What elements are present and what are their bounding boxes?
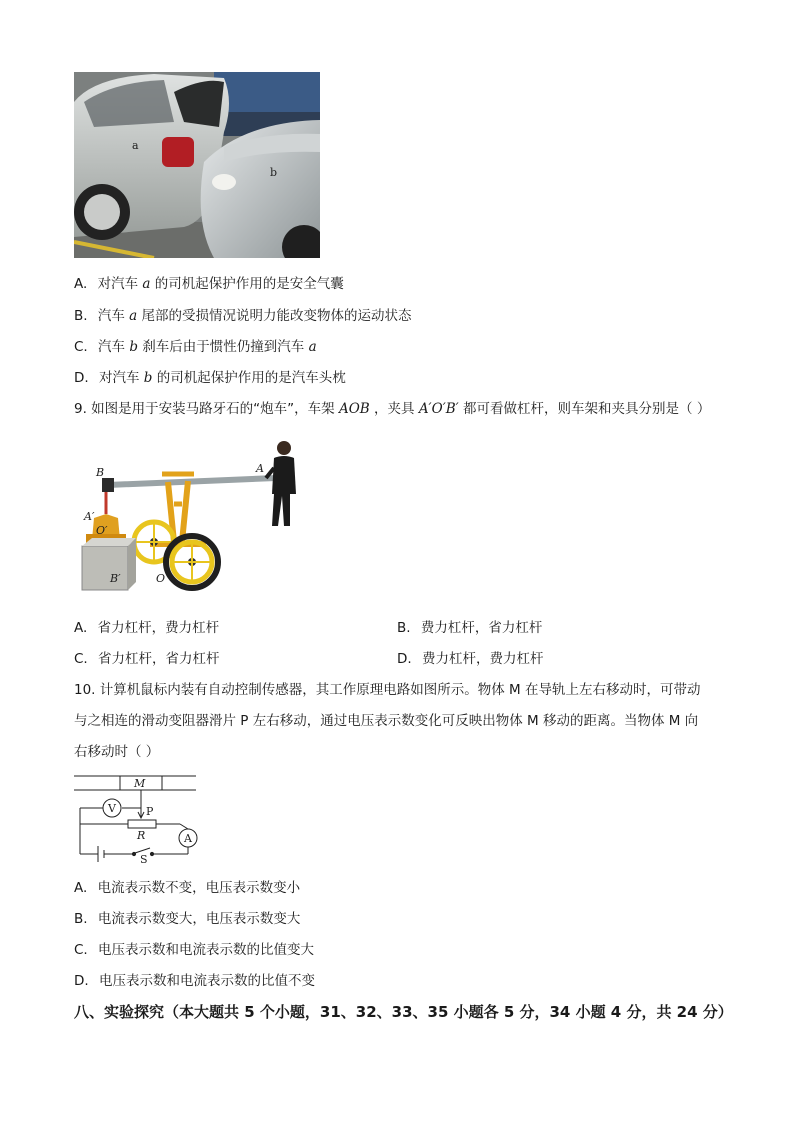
q9-option-a[interactable]: [74, 618, 219, 638]
option-text-pre: 对汽车: [98, 370, 140, 386]
q9-option-d[interactable]: [397, 649, 543, 669]
q10-option-b[interactable]: [74, 909, 300, 929]
fig-label-O1: O′: [96, 524, 108, 537]
photo-label-a: a: [132, 139, 139, 152]
q10-stem-line-2: 与之相连的滑动变阻器滑片 P 左右移动，通过电压表示数变化可反映出物体 M 移动的距离。当物体 M 向: [74, 713, 699, 729]
option-key: C.: [74, 651, 88, 667]
fig-label-O: O: [156, 572, 166, 585]
q9-stem-var2: A′O′B′: [418, 401, 459, 417]
circuit-diagram: [74, 772, 200, 864]
car-collision-illustration: [74, 72, 320, 258]
option-text-post: 的司机起保护作用的是安全气囊: [154, 276, 344, 292]
q10-option-d[interactable]: [74, 971, 315, 991]
curb-cart-figure: [76, 434, 310, 600]
photo-label-b: b: [270, 166, 278, 179]
option-key: A.: [74, 880, 88, 896]
q9-stem-mid: ，夹具: [374, 401, 415, 417]
option-key: D.: [74, 370, 89, 386]
q8-option-b[interactable]: [74, 306, 412, 326]
option-text-pre: 对汽车: [97, 276, 139, 292]
option-text: 费力杠杆，费力杠杆: [421, 651, 544, 667]
option-key: C.: [74, 339, 88, 355]
q9-stem-var1: AOB: [338, 401, 370, 417]
option-var: a: [129, 308, 138, 324]
q8-option-d[interactable]: [74, 368, 346, 388]
option-key: D.: [397, 651, 412, 667]
option-key: A.: [74, 620, 88, 636]
option-var-2: a: [308, 339, 317, 355]
option-var: b: [143, 370, 153, 386]
option-text: 省力杠杆，省力杠杆: [98, 651, 220, 667]
option-text: 省力杠杆，费力杠杆: [97, 620, 220, 636]
section-heading: 八、实验探究（本大题共 5 个小题，31、32、33、35 小题各 5 分，34 小题 4 分，共 24 分）: [74, 1003, 733, 1021]
q9-stem-pre: 9. 如图是用于安装马路牙石的“炮车”，车架: [74, 401, 335, 417]
option-text: 费力杠杆，省力杠杆: [420, 620, 543, 636]
option-key: C.: [74, 942, 88, 958]
q10-stem-line-1: 10. 计算机鼠标内装有自动控制传感器，其工作原理电路如图所示。物体 M 在导轨上左右移动时，可带动: [74, 682, 701, 698]
q8-option-a[interactable]: [74, 274, 344, 294]
circuit-label-M: M: [134, 777, 146, 790]
option-text-post: 尾部的受损情况说明力能改变物体的运动状态: [141, 308, 412, 324]
option-var: a: [142, 276, 151, 292]
option-key: B.: [74, 911, 88, 927]
option-text-pre: 汽车: [97, 308, 125, 324]
option-text-post: 的司机起保护作用的是汽车头枕: [156, 370, 346, 386]
option-text: 电流表示数变大，电压表示数变大: [97, 911, 301, 927]
option-key: B.: [397, 620, 411, 636]
circuit-illustration: [74, 772, 200, 864]
option-key: B.: [74, 308, 88, 324]
q9-stem: [74, 399, 710, 419]
option-text: 电压表示数和电流表示数的比值不变: [98, 973, 315, 989]
q9-stem-post: 都可看做杠杆，则车架和夹具分别是（ ）: [463, 401, 711, 417]
car-collision-photo: [74, 72, 320, 258]
fig-label-A: A: [256, 462, 264, 475]
circuit-label-R: R: [137, 829, 146, 842]
q10-option-a[interactable]: [74, 878, 300, 898]
q10-stem-line-3: 右移动时（ ）: [74, 744, 160, 760]
fig-label-A1: A′: [84, 510, 95, 523]
option-key: A.: [74, 276, 88, 292]
circuit-label-S: S: [140, 853, 148, 864]
circuit-label-P: P: [146, 805, 154, 818]
option-key: D.: [74, 973, 89, 989]
q9-option-c[interactable]: [74, 649, 220, 669]
option-text: 电流表示数不变，电压表示数变小: [97, 880, 301, 896]
circuit-label-A: A: [184, 832, 192, 845]
q9-option-b[interactable]: [397, 618, 542, 638]
option-var: b: [129, 339, 138, 355]
fig-label-B1: B′: [110, 572, 121, 585]
option-text: 电压表示数和电流表示数的比值变大: [98, 942, 315, 958]
circuit-label-V: V: [108, 802, 116, 815]
fig-label-B: B: [96, 466, 105, 479]
option-text-post: 刹车后由于惯性仍撞到汽车: [142, 339, 305, 355]
q8-option-c[interactable]: [74, 337, 317, 357]
q10-option-c[interactable]: [74, 940, 314, 960]
option-text-pre: 汽车: [98, 339, 126, 355]
curb-cart-illustration: [76, 434, 310, 600]
